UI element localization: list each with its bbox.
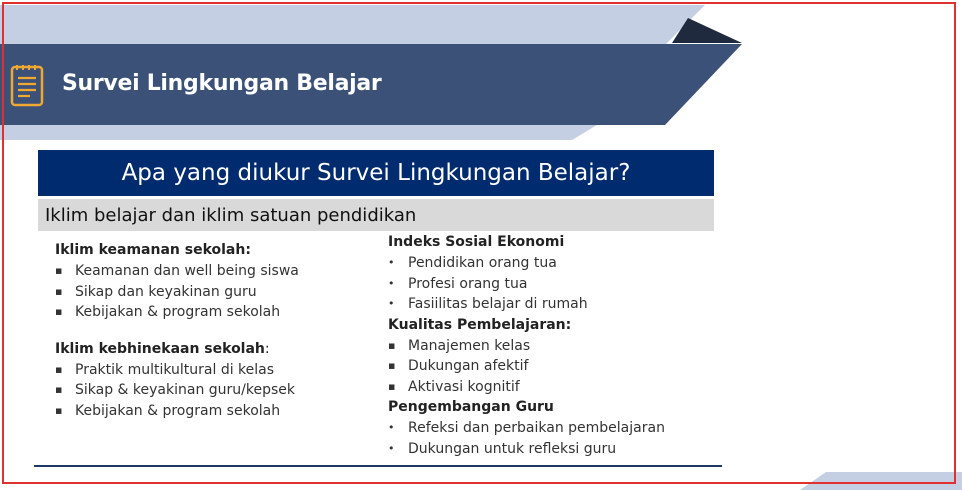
notepad-icon bbox=[10, 62, 46, 108]
sub-bar bbox=[38, 199, 714, 231]
section-title bbox=[55, 339, 299, 360]
list-item bbox=[55, 261, 299, 282]
list-item-text: Fasiilitas belajar di rumah bbox=[408, 296, 588, 312]
dot-bullet: • bbox=[388, 297, 395, 310]
dot-bullet: • bbox=[388, 441, 395, 455]
dot-bullet: • bbox=[388, 256, 395, 269]
square-bullet: ▪ bbox=[55, 403, 63, 417]
square-bullet: ▪ bbox=[55, 264, 63, 277]
dot-bullet: • bbox=[388, 421, 395, 434]
list-item-text: Aktivasi kognitif bbox=[408, 378, 520, 395]
square-bullet: ▪ bbox=[55, 284, 63, 298]
list-item bbox=[388, 253, 665, 274]
list-item-text: Pendidikan orang tua bbox=[408, 255, 557, 271]
right-column bbox=[388, 232, 665, 459]
square-bullet: ▪ bbox=[388, 338, 396, 352]
square-bullet: ▪ bbox=[55, 305, 63, 318]
corner-accent bbox=[800, 472, 962, 490]
list-item-text: Praktik multikultural di kelas bbox=[75, 361, 275, 378]
light-band-bottom bbox=[0, 125, 597, 140]
section-title-suffix: : bbox=[264, 340, 270, 357]
list-item-text: Manajemen kelas bbox=[408, 337, 531, 354]
section-title-text: Iklim kebhinekaan sekolah bbox=[55, 340, 265, 357]
list-item bbox=[55, 282, 299, 303]
list-item-text: Kebijakan & program sekolah bbox=[75, 402, 281, 419]
square-bullet: ▪ bbox=[55, 362, 63, 376]
list-item-text: Refeksi dan perbaikan pembelajaran bbox=[408, 420, 665, 436]
list-item bbox=[388, 294, 665, 315]
list-item-text: Profesi orang tua bbox=[408, 275, 528, 292]
list-item bbox=[55, 401, 299, 422]
list-item-text: Kebijakan & program sekolah bbox=[75, 304, 281, 320]
list-item-text: Sikap dan keyakinan guru bbox=[75, 283, 257, 300]
bottom-divider bbox=[34, 465, 722, 467]
list-item bbox=[55, 302, 299, 323]
list-item-text: Sikap & keyakinan guru/kepsek bbox=[75, 382, 296, 398]
left-column bbox=[55, 240, 299, 421]
section-title: Iklim keamanan sekolah: bbox=[55, 242, 251, 258]
title-bar bbox=[38, 150, 714, 196]
list-item bbox=[388, 336, 665, 357]
list-item bbox=[388, 439, 665, 460]
list-item bbox=[55, 380, 299, 401]
light-band-top bbox=[0, 5, 705, 45]
square-bullet: ▪ bbox=[388, 379, 396, 393]
section-title: Pengembangan Guru bbox=[388, 399, 554, 415]
title-bar-text: Apa yang diukur Survei Lingkungan Belajar? bbox=[121, 160, 631, 186]
section-title: Kualitas Pembelajaran: bbox=[388, 316, 572, 333]
list-item-text: Keamanan dan well being siswa bbox=[75, 263, 299, 279]
square-bullet: ▪ bbox=[55, 383, 63, 396]
section-title: Indeks Sosial Ekonomi bbox=[388, 234, 565, 250]
list-item-text: Dukungan afektif bbox=[408, 358, 529, 374]
list-item bbox=[388, 418, 665, 439]
list-item bbox=[388, 377, 665, 398]
list-item bbox=[388, 274, 665, 295]
list-item bbox=[388, 356, 665, 377]
square-bullet: ▪ bbox=[388, 359, 396, 372]
sub-bar-text: Iklim belajar dan iklim satuan pendidikan bbox=[45, 204, 417, 226]
header-title: Survei Lingkungan Belajar bbox=[62, 71, 382, 96]
list-item bbox=[55, 360, 299, 381]
list-item-text: Dukungan untuk refleksi guru bbox=[408, 440, 617, 457]
dot-bullet: • bbox=[388, 276, 395, 290]
